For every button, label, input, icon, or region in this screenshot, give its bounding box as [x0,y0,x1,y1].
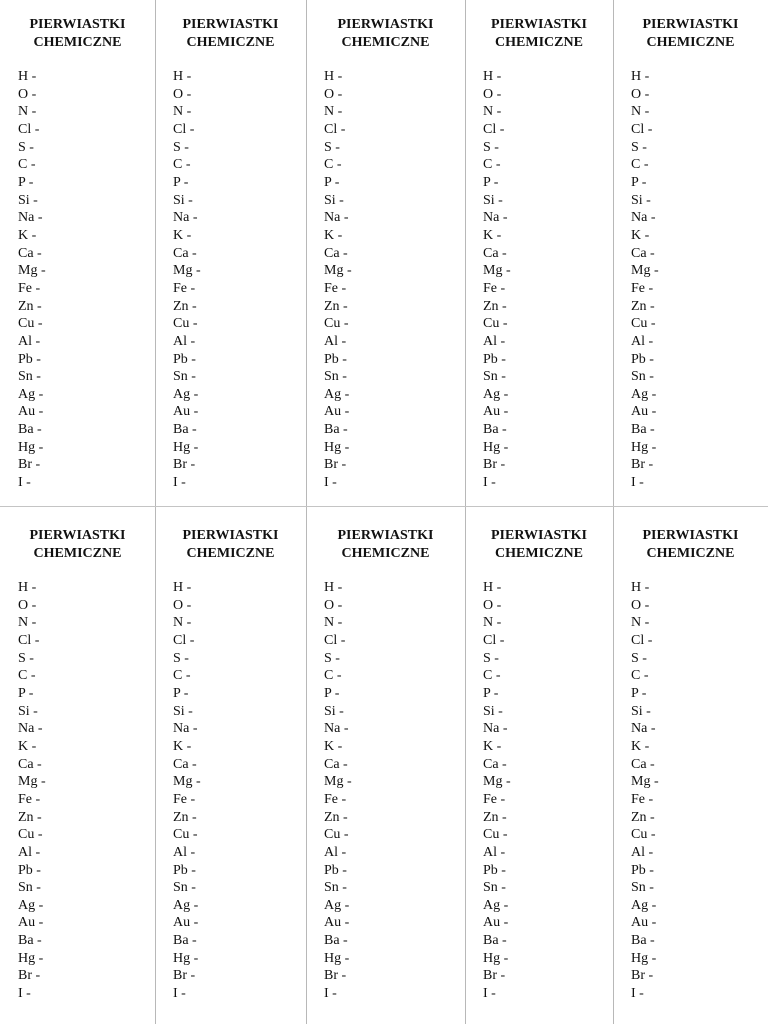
element-list-item: N - [173,615,192,631]
card-title-line1: PIERWIASTKI [337,528,434,543]
card-title [155,527,306,563]
element-list-item: S - [324,139,340,155]
element-list-item: Na - [324,721,349,737]
element-list-item: Cl - [324,121,346,137]
element-list-item: Ag - [18,897,44,913]
element-list-item: Cu - [324,827,349,843]
element-list-item: Hg - [173,439,199,455]
card-title [306,527,465,563]
card-title-line2: CHEMICZNE [341,546,430,561]
element-list-item: Si - [631,192,651,208]
element-list-item: Ag - [18,386,44,402]
element-list-item: S - [631,139,647,155]
element-list-item: N - [631,104,650,120]
element-list-item: Cu - [18,827,43,843]
element-list-item: S - [18,650,34,666]
element-list-item: P - [483,685,499,701]
element-list-item: K - [483,227,502,243]
element-list-item: Pb - [631,351,654,367]
card-title-line1: PIERWIASTKI [182,528,279,543]
element-list [173,579,201,1003]
element-list [18,68,46,492]
element-list-item: C - [483,157,501,173]
element-list-item: Br - [173,457,196,473]
element-list-item: Sn - [483,880,506,896]
element-list-item: Al - [324,844,347,860]
element-list-item: P - [18,174,34,190]
element-list-item: Cl - [631,632,653,648]
element-list-item: Hg - [18,950,44,966]
element-list-item: Au - [173,404,199,420]
element-list-item: P - [173,174,189,190]
element-list-item: Ag - [483,897,509,913]
element-list-item: Hg - [483,439,509,455]
element-list-item: Pb - [18,351,41,367]
element-list-item: P - [324,174,340,190]
element-list-item: S - [18,139,34,155]
element-list-item: Al - [18,844,41,860]
element-list-item: P - [18,685,34,701]
element-list-item: Pb - [173,862,196,878]
element-list-item: Mg - [324,263,352,279]
element-list-item: Ca - [324,245,348,261]
element-list-item: K - [324,227,343,243]
element-list-item: Zn - [631,298,655,314]
element-list-item: Pb - [18,862,41,878]
element-card [0,511,155,1017]
element-list-item: Mg - [324,774,352,790]
element-list-item: Si - [324,192,344,208]
element-card [306,0,465,506]
element-list-item: H - [631,69,650,84]
card-title-line2: CHEMICZNE [186,546,275,561]
element-list-item: Ca - [173,245,197,261]
element-list-item: Zn - [173,809,197,825]
card-title-line1: PIERWIASTKI [642,17,739,32]
element-list-item: H - [324,580,343,595]
element-list-item: I - [324,986,337,1002]
element-list-item: I - [483,475,496,491]
element-list-item: N - [483,615,502,631]
element-list-item: Ca - [631,756,655,772]
element-list-item: O - [631,597,650,613]
element-list-item: Au - [324,404,350,420]
element-list-item: O - [483,86,502,102]
element-list-item: P - [631,685,647,701]
element-list-item: Br - [18,457,41,473]
element-list-item: I - [173,986,186,1002]
element-list-item: C - [18,668,36,684]
card-title-line2: CHEMICZNE [341,35,430,50]
element-list-item: C - [173,668,191,684]
element-list-item: Hg - [324,439,350,455]
element-list-item: Ba - [173,422,197,438]
element-list-item: P - [324,685,340,701]
element-list-item: K - [173,227,192,243]
element-list-item: Ag - [483,386,509,402]
element-list-item: C - [324,157,342,173]
element-list-item: Ag - [173,897,199,913]
card-title-line2: CHEMICZNE [186,35,275,50]
element-list-item: Ag - [173,386,199,402]
element-list-item: K - [173,738,192,754]
element-list-item: Fe - [324,280,347,296]
element-list [173,68,201,492]
card-title-line2: CHEMICZNE [33,546,122,561]
element-list-item: Fe - [483,791,506,807]
element-list-item: Na - [631,721,656,737]
element-list [631,579,659,1003]
element-list-item: Cu - [631,316,656,332]
element-list-item: Ba - [18,422,42,438]
element-list-item: Na - [18,721,43,737]
element-list-item: Al - [18,333,41,349]
card-title [613,527,768,563]
element-list-item: N - [324,615,343,631]
card-title-line2: CHEMICZNE [495,35,583,50]
element-list-item: H - [18,580,37,595]
element-list-item: Si - [173,192,193,208]
element-list-item: Ba - [483,422,507,438]
element-list-item: Hg - [631,439,657,455]
element-list-item: Cu - [173,316,198,332]
element-list-item: Ca - [18,756,42,772]
element-list-item: Zn - [18,809,42,825]
element-list-item: O - [631,86,650,102]
element-list-item: Si - [18,703,38,719]
element-list-item: Cu - [631,827,656,843]
element-list-item: Sn - [483,369,506,385]
element-list-item: Ba - [483,933,507,949]
element-list-item: Sn - [631,880,654,896]
element-list-item: Zn - [483,809,507,825]
element-list-item: Zn - [483,298,507,314]
element-list-item: Sn - [324,369,347,385]
element-list-item: Pb - [483,862,506,878]
element-list-item: C - [631,668,649,684]
element-list-item: C - [173,157,191,173]
element-list-item: Au - [483,404,509,420]
element-list-item: Ag - [324,386,350,402]
card-title [0,527,155,563]
element-list-item: Cu - [173,827,198,843]
element-list-item: Ba - [324,422,348,438]
element-list-item: Si - [173,703,193,719]
element-list-item: N - [631,615,650,631]
element-card [465,0,613,506]
element-list-item: Br - [631,968,654,984]
element-list-item: K - [631,227,650,243]
element-list-item: Au - [324,915,350,931]
element-list-item: I - [324,475,337,491]
element-list-item: I - [631,986,644,1002]
card-title-line2: CHEMICZNE [495,546,583,561]
element-list-item: H - [173,580,192,595]
element-list-item: Na - [173,721,198,737]
element-list-item: Au - [18,915,44,931]
element-card [155,0,306,506]
element-list-item: Mg - [483,774,511,790]
element-list-item: Pb - [173,351,196,367]
element-list-item: Sn - [324,880,347,896]
element-list-item: Mg - [631,774,659,790]
element-list [631,68,659,492]
element-list-item: Br - [324,457,347,473]
element-list-item: Cl - [631,121,653,137]
element-list-item: Mg - [18,263,46,279]
element-list-item: Al - [631,844,654,860]
element-list-item: Br - [18,968,41,984]
element-list-item: I - [18,475,31,491]
element-list-item: N - [18,104,37,120]
card-title-line2: CHEMICZNE [646,546,735,561]
card-title-line2: CHEMICZNE [646,35,735,50]
element-list-item: Fe - [324,791,347,807]
element-list-item: Au - [631,915,657,931]
element-list [324,68,352,492]
card-title [465,16,613,52]
element-list-item: Ca - [483,245,507,261]
element-list-item: Zn - [173,298,197,314]
element-list-item: Si - [18,192,38,208]
element-list-item: H - [483,580,502,595]
element-list-item: Al - [324,333,347,349]
element-list [483,68,511,492]
element-list-item: S - [173,650,189,666]
element-list-item: Br - [173,968,196,984]
element-list-item: Ca - [173,756,197,772]
element-list-item: Pb - [324,351,347,367]
element-list-item: O - [18,86,37,102]
element-list-item: Br - [483,968,506,984]
element-list-item: Sn - [173,369,196,385]
element-list-item: Hg - [483,950,509,966]
element-list-item: Au - [18,404,44,420]
element-list-item: Al - [173,333,196,349]
card-title-line1: PIERWIASTKI [337,17,434,32]
element-list [18,579,46,1003]
element-list-item: Al - [173,844,196,860]
element-list-item: Fe - [631,791,654,807]
element-card [613,0,768,506]
element-list-item: Si - [483,192,503,208]
element-list-item: Au - [631,404,657,420]
card-title-line1: PIERWIASTKI [642,528,739,543]
element-list-item: Fe - [483,280,506,296]
element-list-item: H - [324,69,343,84]
element-list-item: H - [483,69,502,84]
element-list-item: Al - [483,844,506,860]
element-list-item: Na - [483,721,508,737]
element-list-item: Si - [324,703,344,719]
element-list-item: Ba - [18,933,42,949]
element-list-item: Mg - [173,263,201,279]
element-list-item: C - [18,157,36,173]
element-list-item: Hg - [324,950,350,966]
card-title-line2: CHEMICZNE [33,35,122,50]
element-list [483,579,511,1003]
element-list-item: K - [18,227,37,243]
element-list-item: I - [631,475,644,491]
cut-line-horizontal [0,506,768,507]
element-list-item: Si - [483,703,503,719]
element-list-item: Hg - [631,950,657,966]
element-list-item: Sn - [173,880,196,896]
card-title [613,16,768,52]
element-list-item: Br - [631,457,654,473]
element-list-item: K - [483,738,502,754]
element-list-item: Ag - [631,386,657,402]
element-list-item: I - [18,986,31,1002]
element-list-item: S - [483,139,499,155]
element-list-item: I - [173,475,186,491]
element-list-item: K - [631,738,650,754]
element-list-item: C - [631,157,649,173]
element-list-item: Hg - [18,439,44,455]
element-card [465,511,613,1017]
element-list-item: Sn - [18,369,41,385]
element-list-item: C - [483,668,501,684]
card-title [155,16,306,52]
element-list-item: Zn - [324,809,348,825]
element-list-item: Cl - [18,121,40,137]
element-list-item: Pb - [483,351,506,367]
element-list-item: Mg - [483,263,511,279]
element-list-item: Hg - [173,950,199,966]
element-list-item: Ag - [631,897,657,913]
element-list-item: Cl - [324,632,346,648]
element-list-item: Br - [324,968,347,984]
element-list-item: N - [18,615,37,631]
element-list-item: Sn - [631,369,654,385]
element-list-item: Zn - [631,809,655,825]
element-list-item: K - [324,738,343,754]
element-list-item: S - [324,650,340,666]
element-list-item: Fe - [631,280,654,296]
element-card [0,0,155,506]
element-list-item: Mg - [18,774,46,790]
card-title-line1: PIERWIASTKI [182,17,279,32]
element-list-item: P - [631,174,647,190]
element-list-item: Ca - [18,245,42,261]
element-list-item: Na - [631,210,656,226]
element-list-item: Br - [483,457,506,473]
card-title [306,16,465,52]
element-list-item: P - [483,174,499,190]
card-title [465,527,613,563]
element-list-item: Cu - [18,316,43,332]
element-list-item: Ba - [631,933,655,949]
element-list-item: Cu - [483,827,508,843]
element-list-item: Sn - [18,880,41,896]
element-list-item: H - [631,580,650,595]
element-list-item: H - [18,69,37,84]
element-list-item: Fe - [18,791,41,807]
element-list-item: Fe - [173,280,196,296]
element-list-item: Na - [18,210,43,226]
element-list-item: Na - [173,210,198,226]
element-list-item: Pb - [631,862,654,878]
element-list-item: S - [483,650,499,666]
element-list-item: Zn - [324,298,348,314]
element-list-item: Si - [631,703,651,719]
element-list-item: Cu - [324,316,349,332]
card-title-line1: PIERWIASTKI [29,528,126,543]
element-list-item: Au - [173,915,199,931]
element-list-item: Cl - [483,121,505,137]
card-title-line1: PIERWIASTKI [491,528,587,543]
element-list-item: Fe - [18,280,41,296]
element-list-item: Ba - [631,422,655,438]
element-list-item: S - [631,650,647,666]
element-list-item: Pb - [324,862,347,878]
element-list-item: Cl - [173,632,195,648]
element-list-item: O - [483,597,502,613]
element-list-item: Cu - [483,316,508,332]
element-card [306,511,465,1017]
element-list-item: H - [173,69,192,84]
element-list-item: O - [324,597,343,613]
element-list-item: Mg - [173,774,201,790]
card-title-line1: PIERWIASTKI [491,17,587,32]
element-list-item: N - [173,104,192,120]
element-list-item: C - [324,668,342,684]
element-list-item: Ag - [324,897,350,913]
card-title [0,16,155,52]
element-list [324,579,352,1003]
element-list-item: O - [324,86,343,102]
element-list-item: Ca - [324,756,348,772]
element-list-item: Cl - [483,632,505,648]
element-list-item: N - [483,104,502,120]
element-list-item: Cl - [173,121,195,137]
element-list-item: O - [173,597,192,613]
element-list-item: Fe - [173,791,196,807]
element-list-item: Ba - [324,933,348,949]
card-title-line1: PIERWIASTKI [29,17,126,32]
element-list-item: Al - [631,333,654,349]
element-list-item: Zn - [18,298,42,314]
element-list-item: Ca - [483,756,507,772]
element-list-item: Na - [483,210,508,226]
element-list-item: I - [483,986,496,1002]
element-list-item: K - [18,738,37,754]
element-list-item: S - [173,139,189,155]
element-list-item: Ca - [631,245,655,261]
element-list-item: P - [173,685,189,701]
element-list-item: Mg - [631,263,659,279]
element-list-item: Cl - [18,632,40,648]
element-list-item: O - [173,86,192,102]
element-list-item: Ba - [173,933,197,949]
element-list-item: Al - [483,333,506,349]
element-list-item: Au - [483,915,509,931]
element-list-item: N - [324,104,343,120]
element-card [613,511,768,1017]
element-card [155,511,306,1017]
element-list-item: O - [18,597,37,613]
element-list-item: Na - [324,210,349,226]
